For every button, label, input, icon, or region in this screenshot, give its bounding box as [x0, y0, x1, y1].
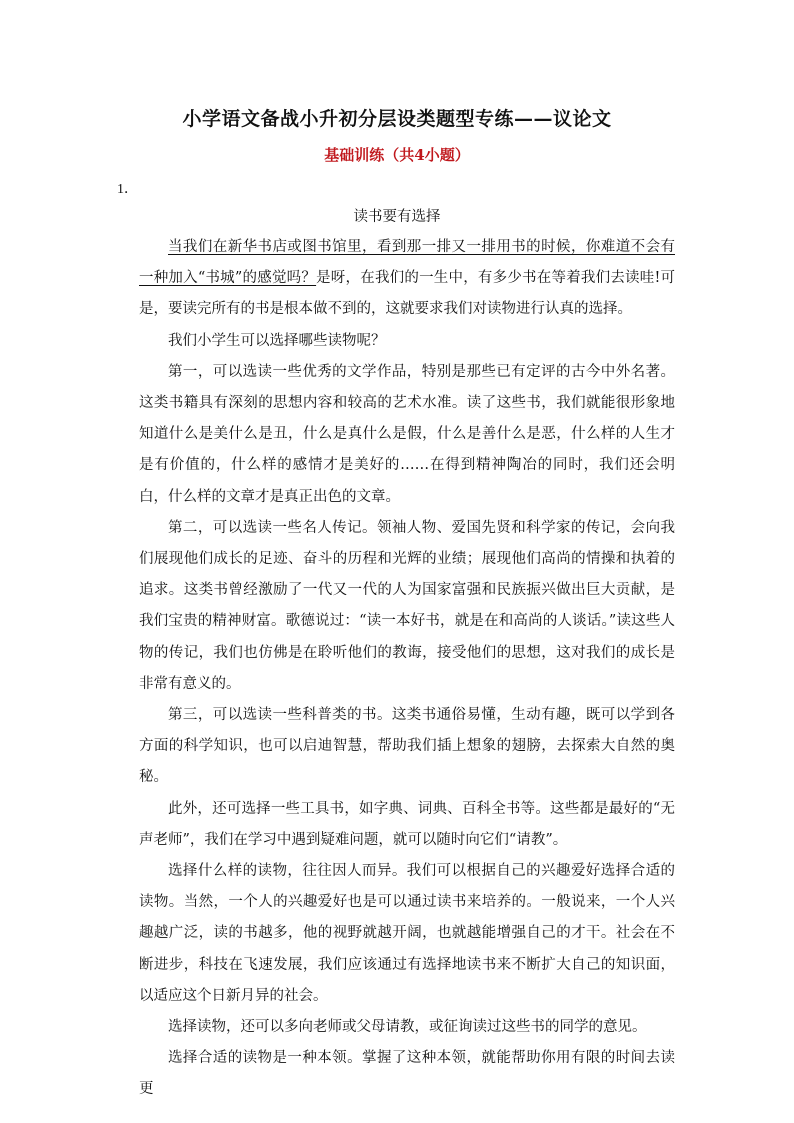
article-paragraph: 选择什么样的读物，往往因人而异。我们可以根据自己的兴趣爱好选择合适的读物。当然，一个人的兴趣爱好也是可以通过读书来培养的。一般说来，一个人兴趣越广泛，读的书越多，他的视野就越开阔，也就越能增强自己的才干。社会在不断进步，科技在飞速发展，我们应该通过有选择地读书来不断扩大自己的知识面，以适应这个日新月异的社会。	[139, 863, 675, 1004]
article-paragraph: 我们小学生可以选择哪些读物呢？	[168, 332, 386, 349]
article-title: 读书要有选择	[353, 209, 441, 225]
article-paragraph: 选择合适的读物是一种本领。掌握了这种本领，就能帮助你用有限的时间去读更	[139, 1050, 675, 1098]
article-paragraph: 第三，可以选读一些科普类的书。这类书通俗易懂，生动有趣，既可以学到各方面的科学知识，也可以启迪智慧，帮助我们插上想象的翅膀，去探索大自然的奥秘。	[139, 707, 675, 786]
underlined-intro-text: 当我们在新华书店或图书馆里，看到那一排又一排用书的时候，你难道不会有一种加入“书城”的感觉吗？	[139, 239, 675, 287]
article-paragraph: 第一，可以选读一些优秀的文学作品，特别是那些已有定评的古今中外名著。这类书籍具有深刻的思想内容和较高的艺术水准。读了这些书，我们就能很形象地知道什么是美什么是丑，什么是真什么是假，什么是善什么是恶，什么样的人生才是有价值的，什么样的感情才是美好的……在得到精神陶冶的同时，我们还会明白，什么样的文章才是真正出色的文章。	[139, 363, 675, 505]
section-heading: 基础训练（共4小题）	[324, 146, 470, 164]
article-paragraph	[139, 232, 675, 326]
article-paragraph: 选择读物，还可以多向老师或父母请教，或征询读过这些书的同学的意见。	[168, 1019, 647, 1036]
document-title: 小学语文备战小升初分层设类题型专练——议论文	[182, 108, 612, 130]
article-paragraph: 第二，可以选读一些名人传记。领袖人物、爱国先贤和科学家的传记，会向我们展现他们成长的足迹、奋斗的历程和光辉的业绩；展现他们高尚的情操和执着的追求。这类书曾经激励了一代又一代的人为国家富强和民族振兴做出巨大贡献，是我们宝贵的精神财富。歌德说过：“读一本好书，就是在和高尚的人谈话。”读这些人物的传记，我们也仿佛是在聆听他们的教诲，接受他们的思想，这对我们的成长是非常有意义的。	[139, 519, 675, 692]
question-number: 1．	[117, 182, 138, 197]
article-paragraph: 此外，还可选择一些工具书，如字典、词典、百科全书等。这些都是最好的“无声老师”，我们在学习中遇到疑难问题，就可以随时向它们“请教”。	[139, 800, 675, 848]
intro-continuation-text: 是呀，在我们的一生中，有多少书在等着我们去读哇!可是，要读完所有的书是根本做不到的，这就要求我们对读物进行认真的选择。	[139, 270, 676, 318]
article-body	[139, 232, 675, 1106]
